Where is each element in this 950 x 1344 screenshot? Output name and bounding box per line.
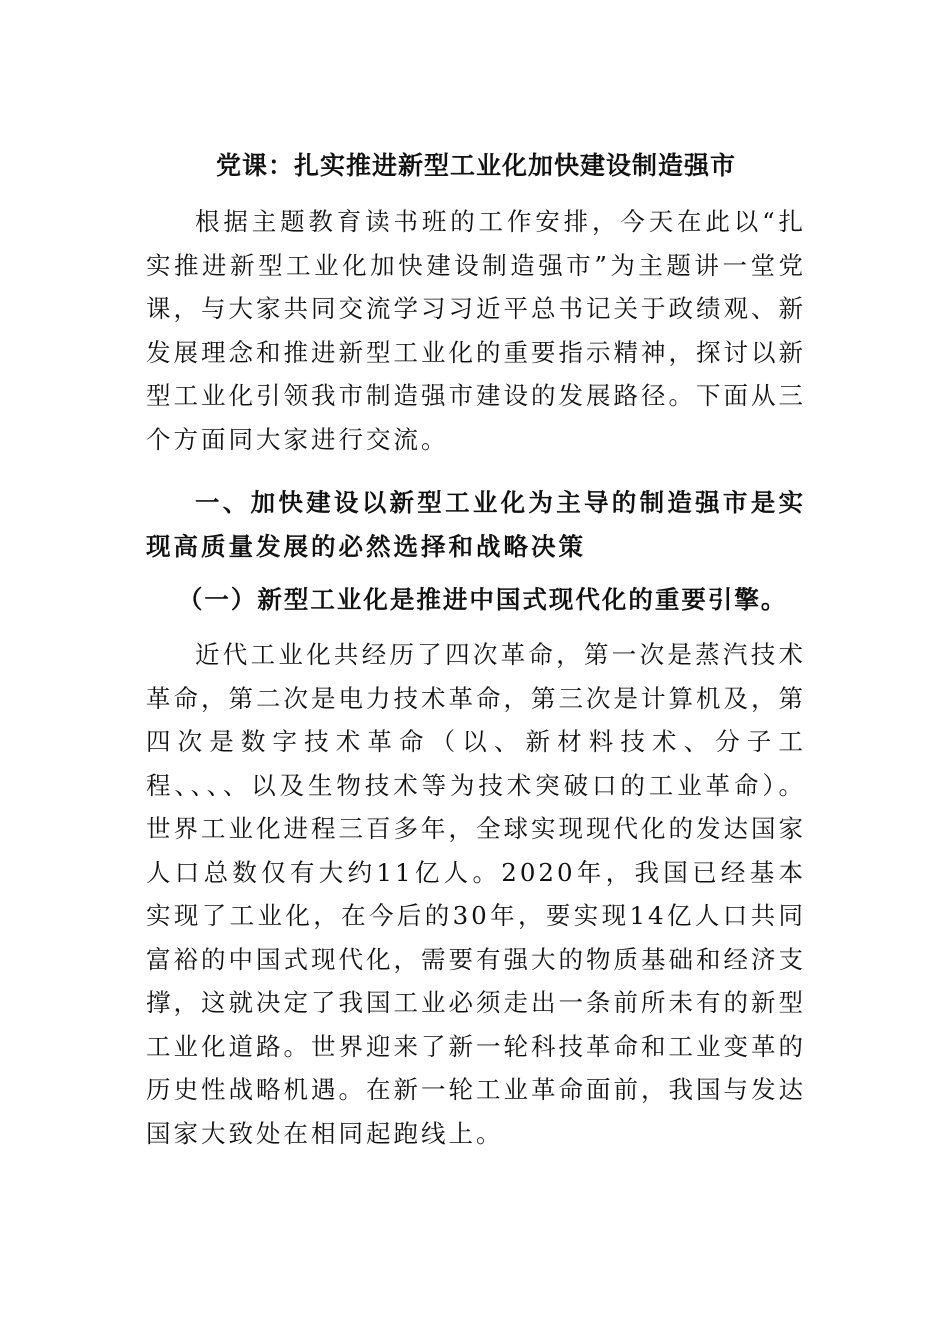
document-title: 党课：扎实推进新型工业化加快建设制造强市 <box>215 151 736 180</box>
subsection-heading-1: （一）新型工业化是推进中国式现代化的重要引擎。 <box>177 585 788 614</box>
section-heading-1: 一、加快建设以新型工业化为主导的制造强市是实现高质量发展的必然选择和战略决策 <box>146 488 806 561</box>
intro-paragraph: 根据主题教育读书班的工作安排，今天在此以“扎实推进新型工业化加快建设制造强市”为主题讲一堂党课，与大家共同交流学习习近平总书记关于政绩观、新发展理念和推进新型工业化的重要指示精神，探讨以新型工业化引领我市制造强市建设的发展路径。下面从三个方面同大家进行交流。 <box>146 207 806 454</box>
subsection-1-paragraph: 近代工业化共经历了四次革命，第一次是蒸汽技术革命，第二次是电力技术革命，第三次是计算机及，第四次是数字技术革命（以、新材料技术、分子工程、、、、以及生物技术等为技术突破口的工业革命）。世界工业化进程三百多年，全球实现现代化的发达国家人口总数仅有大约11亿人。2020年，我国已经基本实现了工业化，在今后的30年，要实现14亿人口共同富裕的中国式现代化，需要有强大的物质基础和经济支撑，这就决定了我国工业必须走出一条前所未有的新型工业化道路。世界迎来了新一轮科技革命和工业变革的历史性战略机遇。在新一轮工业革命面前，我国与发达国家大致处在相同起跑线上。 <box>146 640 806 1148</box>
document-body <box>146 142 806 1155</box>
